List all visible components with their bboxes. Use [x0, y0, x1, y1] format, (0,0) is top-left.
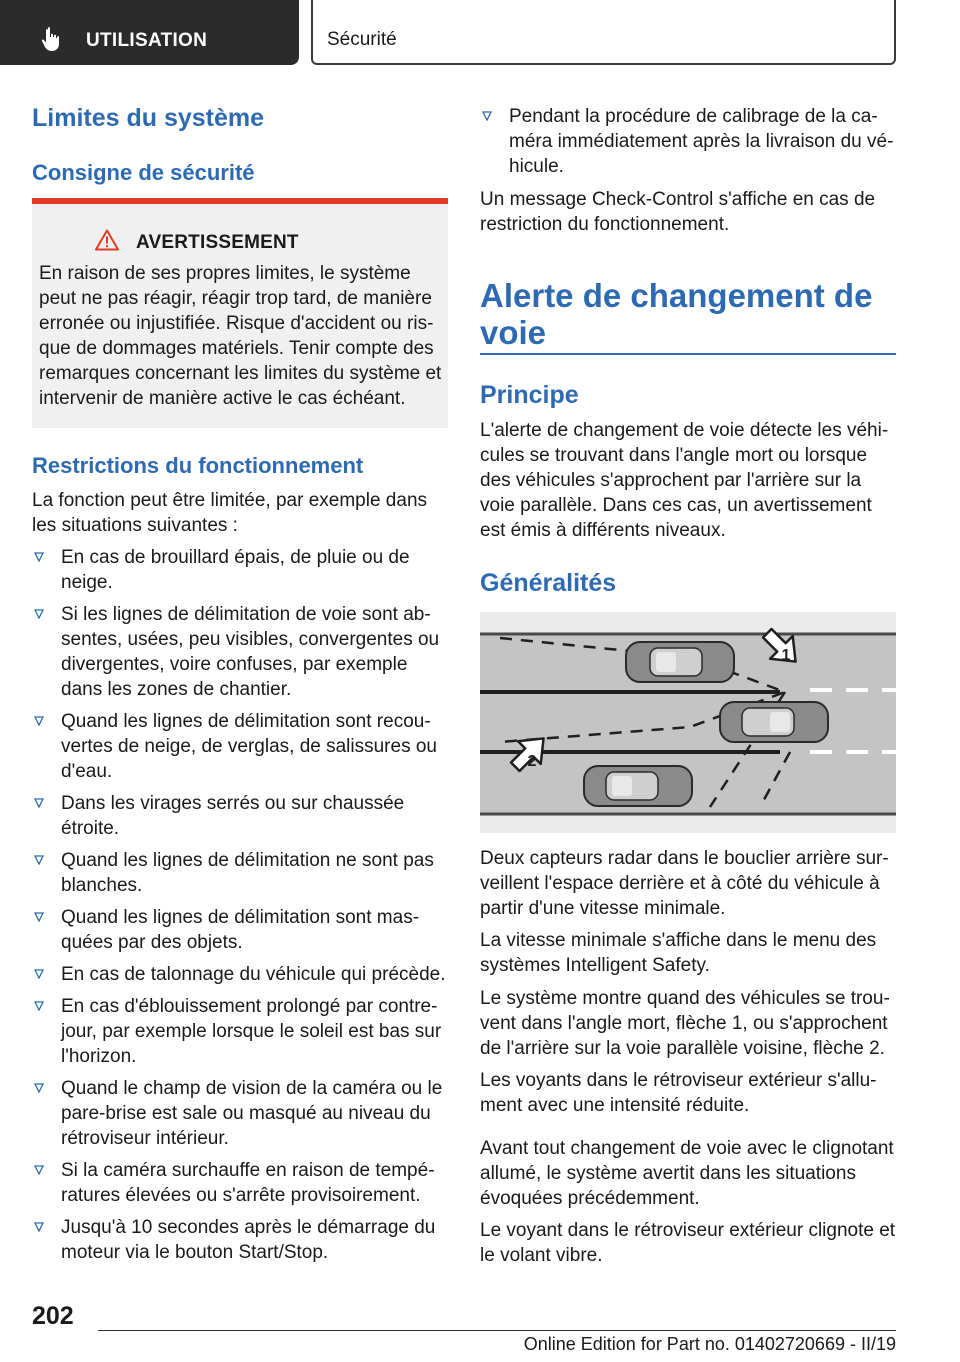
list-item: Quand les lignes de délimitation sont masquées par des objets. [32, 905, 448, 955]
triangle-bullet-icon [34, 912, 44, 922]
safety-subtitle: Consigne de sécurité [32, 160, 255, 185]
triangle-bullet-icon [34, 609, 44, 619]
list-item: Dans les virages serrés ou sur chaussée étroite. [32, 791, 448, 841]
min-speed-text: La vitesse minimale s'affiche dans le menu des systèmes Intelligent Safety. [480, 930, 877, 976]
page-number: 202 [32, 1302, 74, 1330]
section-title: Limites du système [32, 104, 265, 132]
list-item: En cas de talonnage du véhicule qui précède. [32, 962, 448, 987]
car-blind-spot [626, 642, 734, 682]
list-item: Jusqu'à 10 secondes après le démarrage du moteur via le bouton Start/Stop. [32, 1215, 448, 1265]
mirror-lights-text: Les voyants dans le rétroviseur extérieur s'allument avec une intensité réduite. [480, 1070, 877, 1116]
warning-box [32, 198, 448, 428]
arrow-2-label: 2 [527, 753, 537, 770]
section-tab [0, 0, 299, 65]
restrictions-list [32, 545, 448, 1272]
chapter-box [311, 0, 896, 65]
edition-text: Online Edition for Part no. 01402720669 - II/19 [523, 1334, 896, 1354]
list-item: En cas de brouillard épais, de pluie ou de neige. [32, 545, 448, 595]
lane-change-title: Alerte de changement de voie [480, 277, 873, 351]
lane-change-illustration [480, 612, 896, 833]
warning-triangle-icon [95, 229, 119, 251]
check-control-text: Un message Check-Control s'affiche en cas de restriction du fonctionnement. [480, 189, 876, 235]
car-approaching [584, 766, 692, 806]
hand-pointer-icon [40, 26, 64, 52]
list-item: Quand les lignes de délimitation ne sont pas blanches. [32, 848, 448, 898]
list-item: En cas d'éblouissement prolongé par contre-jour, par exemple lorsque le soleil est bas sur l'horizon. [32, 994, 448, 1069]
triangle-bullet-icon [34, 552, 44, 562]
restrictions-list-continued [480, 104, 896, 186]
generalites-title: Généralités [480, 569, 617, 597]
title-rule [480, 353, 896, 355]
triangle-bullet-icon [34, 1083, 44, 1093]
triangle-bullet-icon [34, 1165, 44, 1175]
triangle-bullet-icon [34, 1222, 44, 1232]
triangle-bullet-icon [34, 1001, 44, 1011]
list-item: Quand le champ de vision de la caméra ou le pare-brise est sale ou masqué au niveau du rétroviseur intérieur. [32, 1076, 448, 1151]
car-own-vehicle [720, 702, 828, 742]
list-item: Si les lignes de délimitation de voie sont absentes, usées, peu visibles, convergentes ou divergentes, voire confuses, par exemple dans les zones de chantier. [32, 602, 448, 702]
warning-title: AVERTISSEMENT [136, 232, 299, 253]
warning-text: En raison de ses propres limites, le système peut ne pas réagir, réagir trop tard, de manière erronée ou injustifiée. Risque d'accident ou risque de dommages matériels. Tenir compte des remarques concernant les limites du système et intervenir de manière active le cas échéant. [39, 263, 442, 409]
system-shows-text: Le système montre quand des véhicules se trouvent dans l'angle mort, flèche 1, ou s'approchent de l'arrière sur la voie parallèle voisine, flèche 2. [480, 988, 890, 1059]
radar-text: Deux capteurs radar dans le bouclier arrière surveillent l'espace derrière et à côté du véhicule à partir d'une vitesse minimale. [480, 848, 889, 919]
list-item: Pendant la procédure de calibrage de la caméra immédiatement après la livraison du véhicule. [480, 104, 896, 179]
triangle-bullet-icon [482, 111, 492, 121]
road-diagram [480, 612, 896, 833]
section-label: UTILISATION [86, 30, 208, 51]
restrictions-title: Restrictions du fonctionnement [32, 453, 364, 478]
triangle-bullet-icon [34, 969, 44, 979]
principe-text: L'alerte de changement de voie détecte les véhicules se trouvant dans l'angle mort ou lorsque des véhicules s'approchent par l'arrière sur la voie parallèle. Dans ces cas, un avertissement est émis à différents niveaux. [480, 420, 889, 541]
triangle-bullet-icon [34, 855, 44, 865]
principe-title: Principe [480, 381, 579, 409]
list-item: Quand les lignes de délimitation sont recouvertes de neige, de verglas, de salissures ou d'eau. [32, 709, 448, 784]
triangle-bullet-icon [34, 716, 44, 726]
list-item: Si la caméra surchauffe en raison de températures élevées ou s'arrête provisoirement. [32, 1158, 448, 1208]
restrictions-intro: La fonction peut être limitée, par exemple dans les situations suivantes : [32, 490, 428, 536]
arrow-1-label: 1 [781, 647, 791, 664]
chapter-label: Sécurité [327, 29, 397, 50]
footer-rule [98, 1330, 896, 1331]
before-change-text: Avant tout changement de voie avec le clignotant allumé, le système avertit dans les situations évoquées précédemment. [480, 1138, 894, 1209]
triangle-bullet-icon [34, 798, 44, 808]
mirror-blink-text: Le voyant dans le rétroviseur extérieur clignote et le volant vibre. [480, 1220, 896, 1266]
